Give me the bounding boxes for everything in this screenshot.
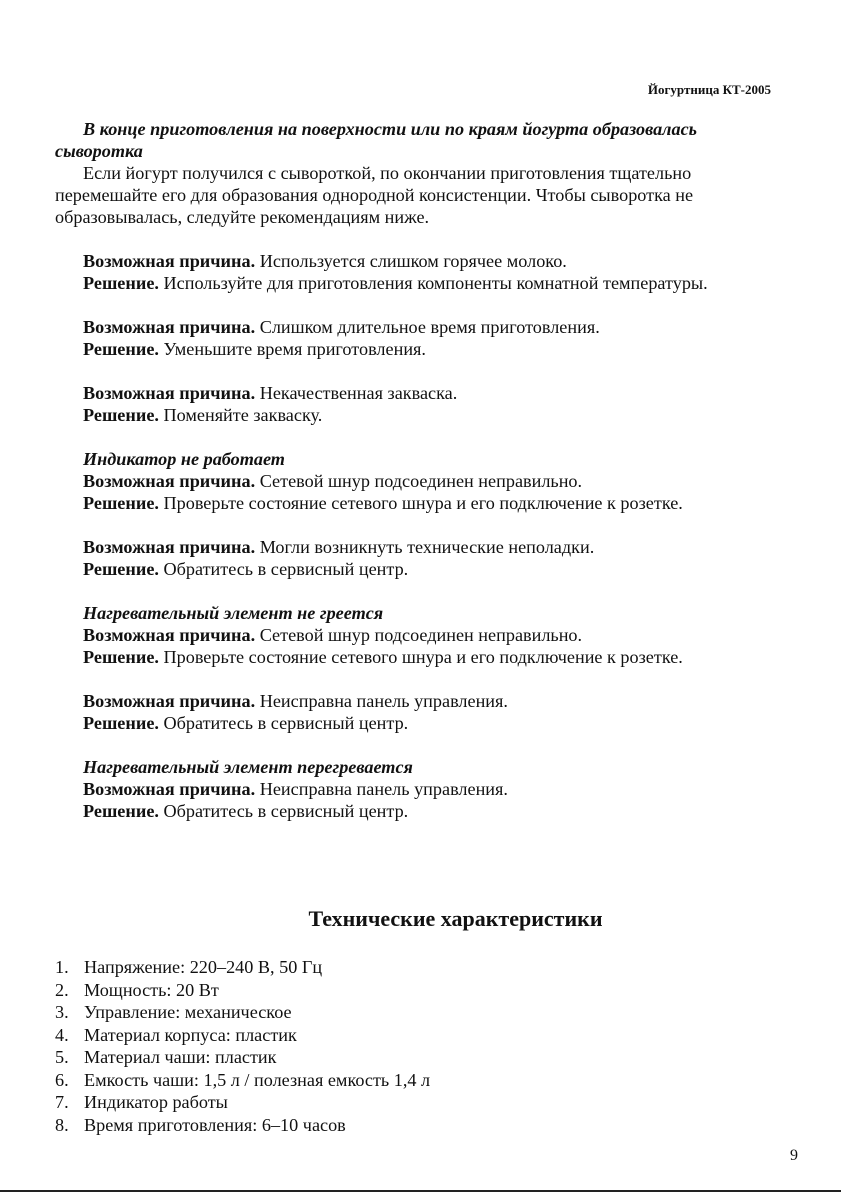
solution-label: Решение. <box>83 713 159 733</box>
solution-line <box>55 712 775 734</box>
cause-text: Слишком длительное время приготовления. <box>259 317 600 337</box>
cause-label: Возможная причина. <box>83 471 256 491</box>
list-item-number: 7. <box>55 1092 69 1112</box>
section-title-heater-overheating: Нагревательный элемент перегревается <box>83 757 413 777</box>
solution-text: Проверьте состояние сетевого шнура и его подключение к розетке. <box>163 493 683 513</box>
cause-text: Сетевой шнур подсоединен неправильно. <box>259 471 583 491</box>
solution-line <box>55 558 775 580</box>
solution-line <box>55 646 775 668</box>
cause-text: Используется слишком горячее молоко. <box>259 251 567 271</box>
solution-text: Обратитесь в сервисный центр. <box>163 713 409 733</box>
list-item <box>55 956 430 979</box>
cause-line <box>55 778 775 800</box>
list-item-number: 8. <box>55 1114 69 1135</box>
solution-label: Решение. <box>83 273 159 293</box>
cause-text: Некачественная закваска. <box>259 383 458 403</box>
list-item-number: 5. <box>55 1047 69 1067</box>
cause-line <box>55 470 775 492</box>
list-item-text: Емкость чаши: 1,5 л / полезная емкость 1,4 л <box>84 1069 431 1090</box>
list-item <box>55 1114 430 1137</box>
cause-line <box>55 316 775 338</box>
list-item-number: 3. <box>55 1002 69 1022</box>
list-item <box>55 1001 430 1024</box>
solution-line <box>55 404 775 426</box>
solution-label: Решение. <box>83 647 159 667</box>
solution-text: Обратитесь в сервисный центр. <box>163 559 409 579</box>
cause-label: Возможная причина. <box>83 537 256 557</box>
solution-label: Решение. <box>83 559 159 579</box>
cause-line <box>55 250 775 272</box>
solution-text: Поменяйте закваску. <box>163 405 323 425</box>
list-item-number: 2. <box>55 979 69 1000</box>
list-item-text: Индикатор работы <box>84 1092 228 1112</box>
list-item-number: 6. <box>55 1069 69 1090</box>
list-item-text: Материал чаши: пластик <box>84 1047 277 1067</box>
cause-label: Возможная причина. <box>83 317 256 337</box>
solution-line <box>55 272 775 294</box>
solution-label: Решение. <box>83 339 159 359</box>
section-intro: Если йогурт получился с сывороткой, по окончании приготовления тщательно перемешайте его для образования однородной консистенции. Чтобы сыворотка не образовывалась, следуйте рекомендациям ниже. <box>55 163 694 227</box>
troubleshooting-content <box>55 118 775 822</box>
list-item-number: 1. <box>55 957 69 977</box>
list-item-number: 4. <box>55 1024 69 1045</box>
solution-text: Используйте для приготовления компоненты комнатной температуры. <box>163 273 708 293</box>
solution-line <box>55 492 775 514</box>
list-item <box>55 1091 430 1114</box>
solution-label: Решение. <box>83 801 159 821</box>
solution-text: Уменьшите время приготовления. <box>163 339 426 359</box>
cause-label: Возможная причина. <box>83 383 256 403</box>
cause-label: Возможная причина. <box>83 625 256 645</box>
list-item-text: Напряжение: 220–240 В, 50 Гц <box>84 957 323 977</box>
list-item <box>55 1069 430 1092</box>
cause-label: Возможная причина. <box>83 691 256 711</box>
cause-line <box>55 382 775 404</box>
cause-label: Возможная причина. <box>83 251 256 271</box>
cause-text: Неисправна панель управления. <box>259 779 508 799</box>
cause-line <box>55 690 775 712</box>
specs-heading: Технические характеристики <box>308 906 603 931</box>
solution-label: Решение. <box>83 493 159 513</box>
cause-line <box>55 624 775 646</box>
list-item <box>55 979 430 1002</box>
cause-text: Могли возникнуть технические неполадки. <box>259 537 595 557</box>
page-number: 9 <box>790 1147 798 1164</box>
section-title-whey: В конце приготовления на поверхности или по краям йогурта образовалась сыворотка <box>55 119 697 161</box>
cause-line <box>55 536 775 558</box>
cause-label: Возможная причина. <box>83 779 256 799</box>
list-item-text: Время приготовления: 6–10 часов <box>84 1114 346 1135</box>
bottom-divider <box>0 1190 841 1192</box>
list-item-text: Материал корпуса: пластик <box>84 1024 297 1045</box>
running-header: Йогуртница КТ-2005 <box>647 82 771 97</box>
list-item <box>55 1046 430 1069</box>
list-item-text: Управление: механическое <box>84 1002 292 1022</box>
list-item-text: Мощность: 20 Вт <box>84 979 219 1000</box>
specs-list <box>55 956 430 1136</box>
cause-text: Неисправна панель управления. <box>259 691 508 711</box>
solution-text: Обратитесь в сервисный центр. <box>163 801 409 821</box>
solution-line <box>55 800 775 822</box>
section-title-heater-not-heating: Нагревательный элемент не греется <box>83 603 384 623</box>
cause-text: Сетевой шнур подсоединен неправильно. <box>259 625 583 645</box>
list-item <box>55 1024 430 1047</box>
solution-text: Проверьте состояние сетевого шнура и его подключение к розетке. <box>163 647 683 667</box>
section-title-indicator: Индикатор не работает <box>83 449 285 469</box>
solution-line <box>55 338 775 360</box>
solution-label: Решение. <box>83 405 159 425</box>
